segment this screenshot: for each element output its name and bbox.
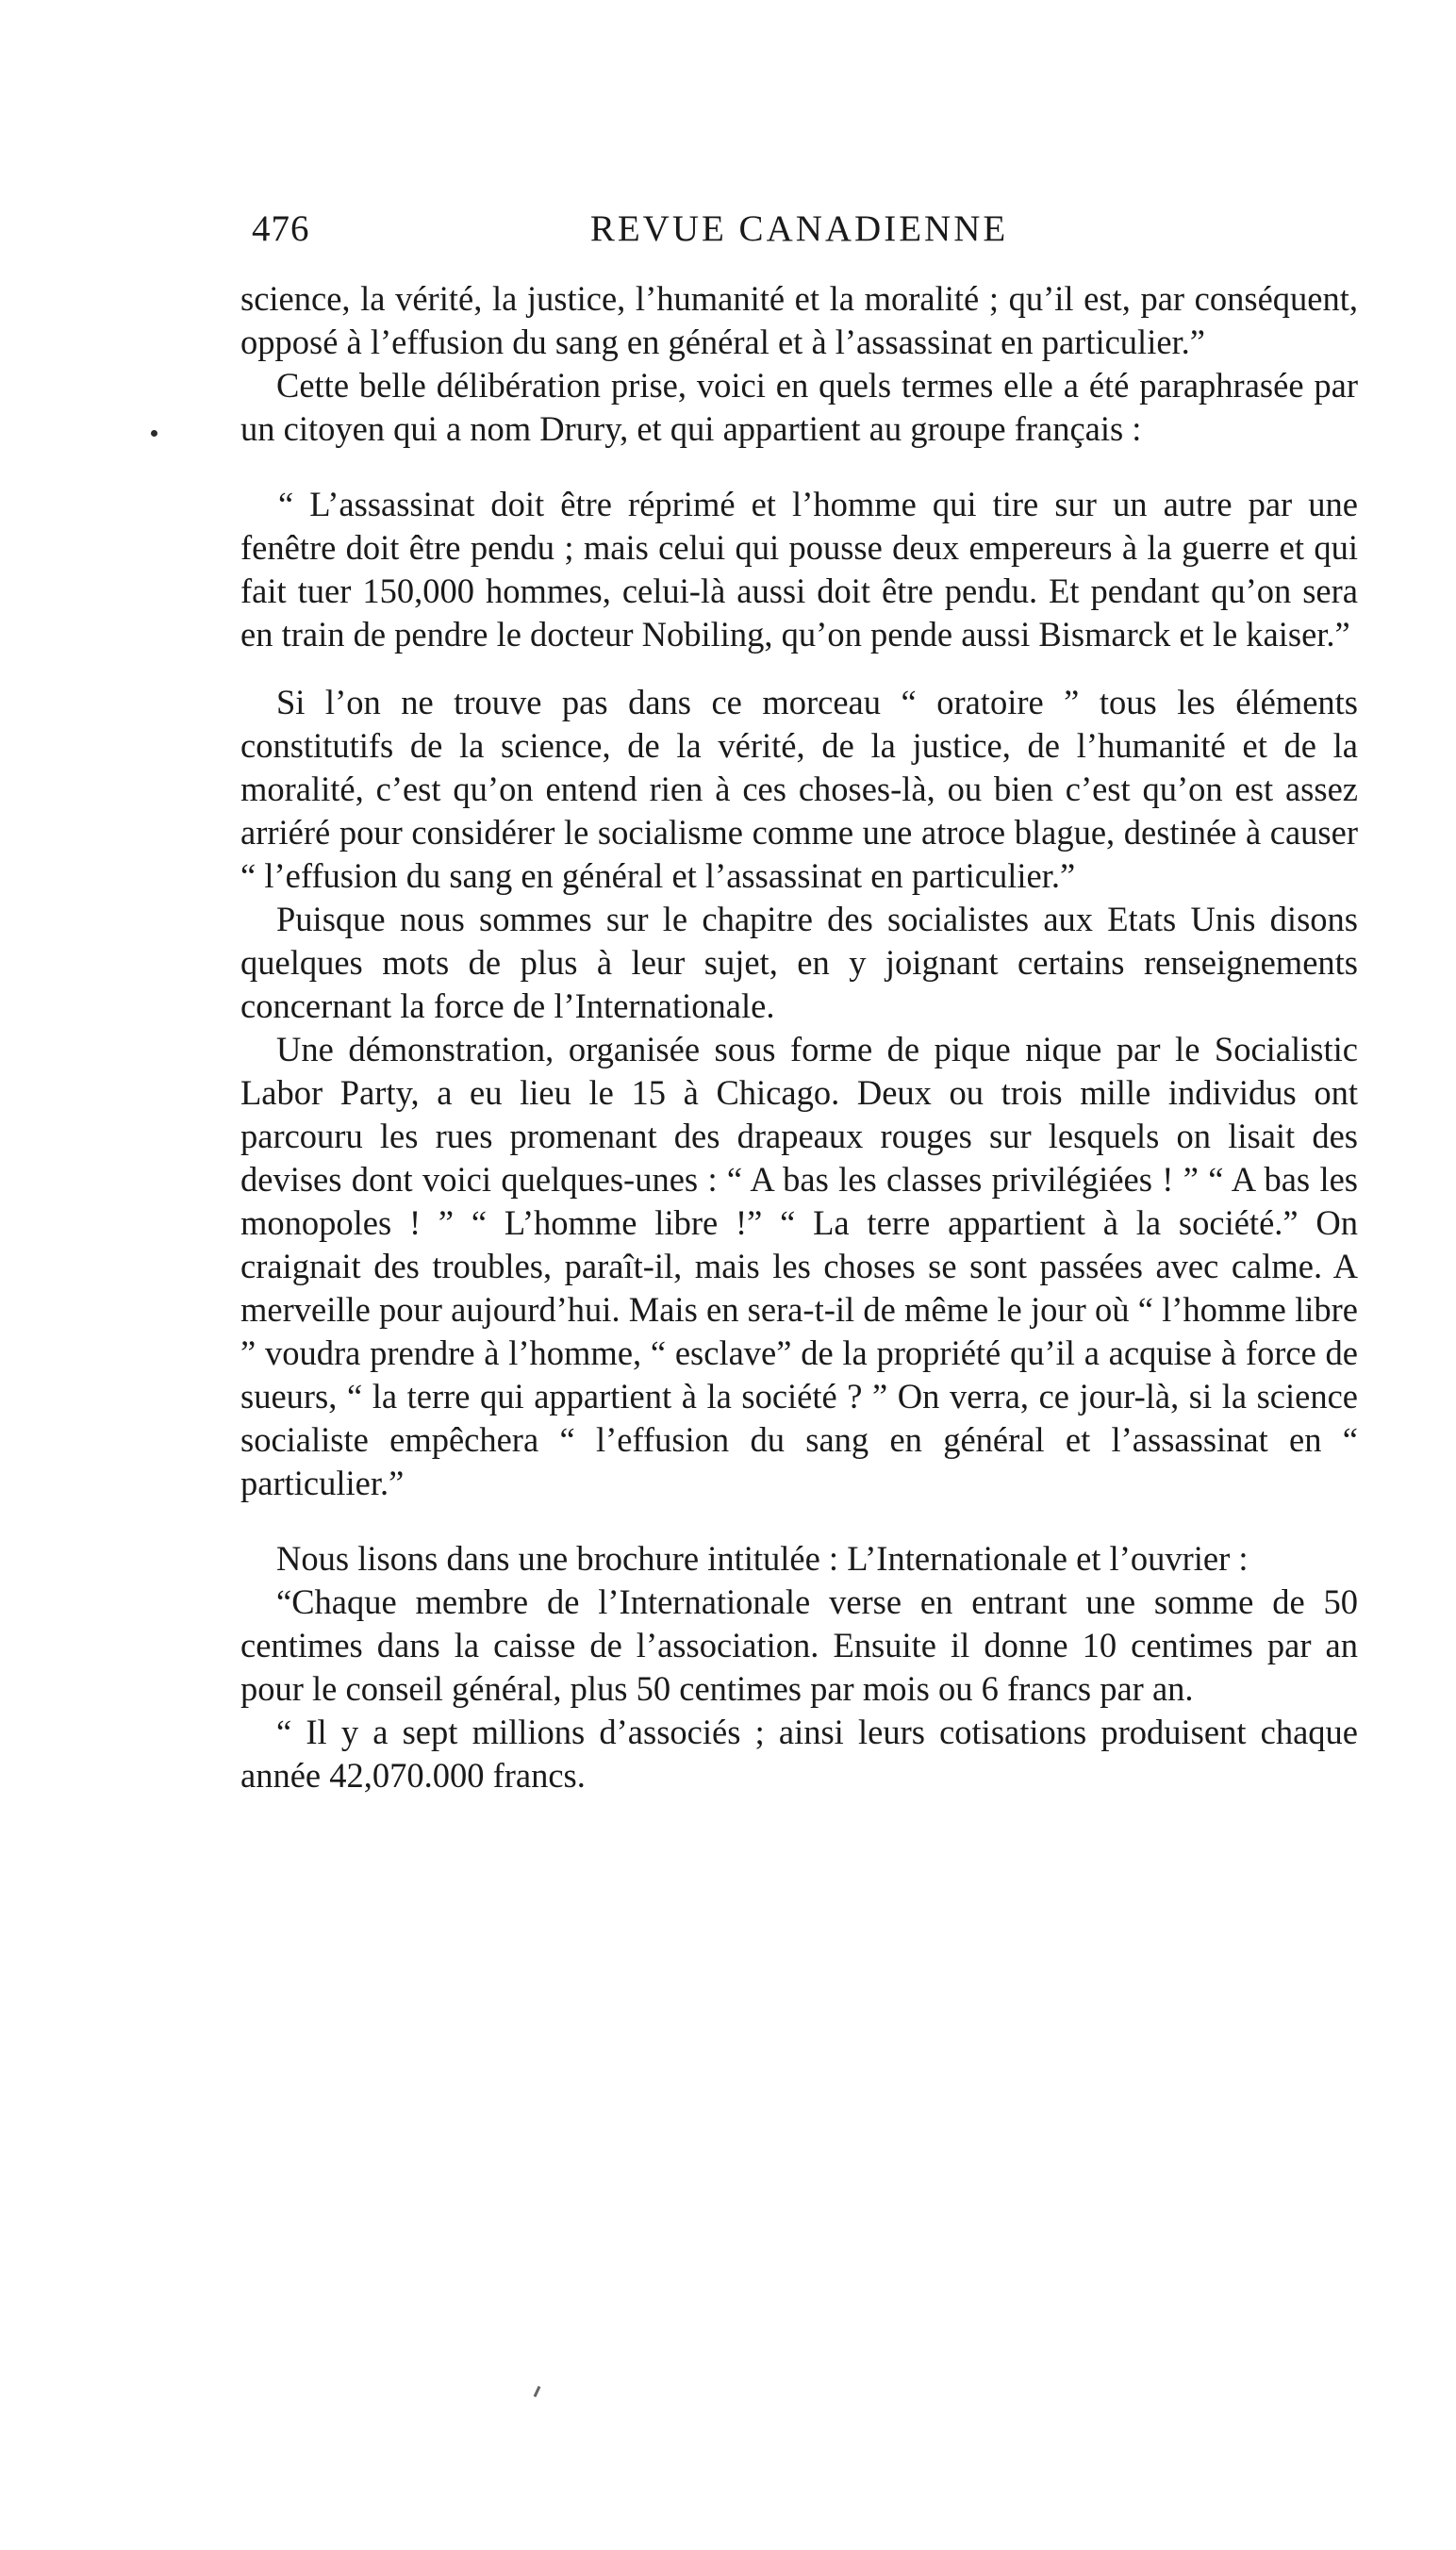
paragraph-commentary: Si l’on ne trouve pas dans ce morceau “ oratoire ” tous les éléments constitutifs de la science, de la vérité, de la justice, de l’humanité et de la moralité, c’est qu’on entend rien à ces choses-là, ou bien c’est qu’on est assez arriéré pour considérer le socialisme comme une atroce blague, destinée à causer “ l’effusion du sang en général et l’assassinat en particulier.” xyxy=(240,683,1358,895)
page-number: 476 xyxy=(252,208,310,249)
paragraph-brochure: Nous lisons dans une brochure intitulée : L’Internationale et l’ouvrier : xyxy=(276,1539,1249,1578)
book-page xyxy=(240,207,1358,1797)
paragraph-socialists: Puisque nous sommes sur le chapitre des socialistes aux Etats Unis disons quelques mots de plus à leur sujet, en y joignant certains renseignements concernant la force de l’Internationale. xyxy=(240,900,1358,1025)
ink-speck xyxy=(151,430,157,437)
running-title: REVUE CANADIENNE xyxy=(589,208,1009,249)
quotation-associes: “ Il y a sept millions d’associés ; ainsi leurs cotisations produisent chaque année 42,070.000 francs. xyxy=(240,1713,1358,1795)
paragraph-continuation: science, la vérité, la justice, l’humanité et la moralité ; qu’il est, par conséquent, opposé à l’effusion du sang en général et à l’assassinat en particulier.” xyxy=(240,279,1358,361)
paragraph-demonstration: Une démonstration, organisée sous forme de pique nique par le Socialistic Labor Party, a eu lieu le 15 à Chicago. Deux ou trois mille individus ont parcouru les rues promenant des drapeaux rouges sur lesquels on lisait des devises dont voici quelques-unes : “ A bas les classes privilégiées ! ” “ A bas les monopoles ! ” “ L’homme libre !” “ La terre appartient à la société.” On craignait des troubles, paraît-il, mais les choses se sont passées avec calme. A merveille pour aujourd’hui. Mais en sera-t-il de même le jour où “ l’homme libre ” voudra prendre à l’homme, “ esclave” de la propriété qu’il a acquise à force de sueurs, “ la terre qui appartient à la société ? ” On verra, ce jour-là, si la science socialiste empêchera “ l’effusion du sang en général et l’assassinat en “ particulier.” xyxy=(240,1030,1358,1502)
paragraph-deliberation: Cette belle délibération prise, voici en quels termes elle a été paraphrasée par un citoyen qui a nom Drury, et qui appartient au groupe français : xyxy=(240,366,1358,448)
page-header xyxy=(240,207,1358,264)
quotation-cotisation: “Chaque membre de l’Internationale verse en entrant une somme de 50 centimes dans la caisse de l’association. Ensuite il donne 10 centimes par an pour le conseil général, plus 50 centimes par mois ou 6 francs par an. xyxy=(240,1582,1358,1708)
ink-mark xyxy=(534,2386,541,2397)
quotation-drury: “ L’assassinat doit être réprimé et l’homme qui tire sur un autre par une fenêtre doit être pendu ; mais celui qui pousse deux empereurs à la guerre et qui fait tuer 150,000 hommes, celui-là aussi doit être pendu. Et pendant qu’on sera en train de pendre le docteur Nobiling, qu’on pende aussi Bismarck et le kaiser.” xyxy=(240,485,1358,654)
